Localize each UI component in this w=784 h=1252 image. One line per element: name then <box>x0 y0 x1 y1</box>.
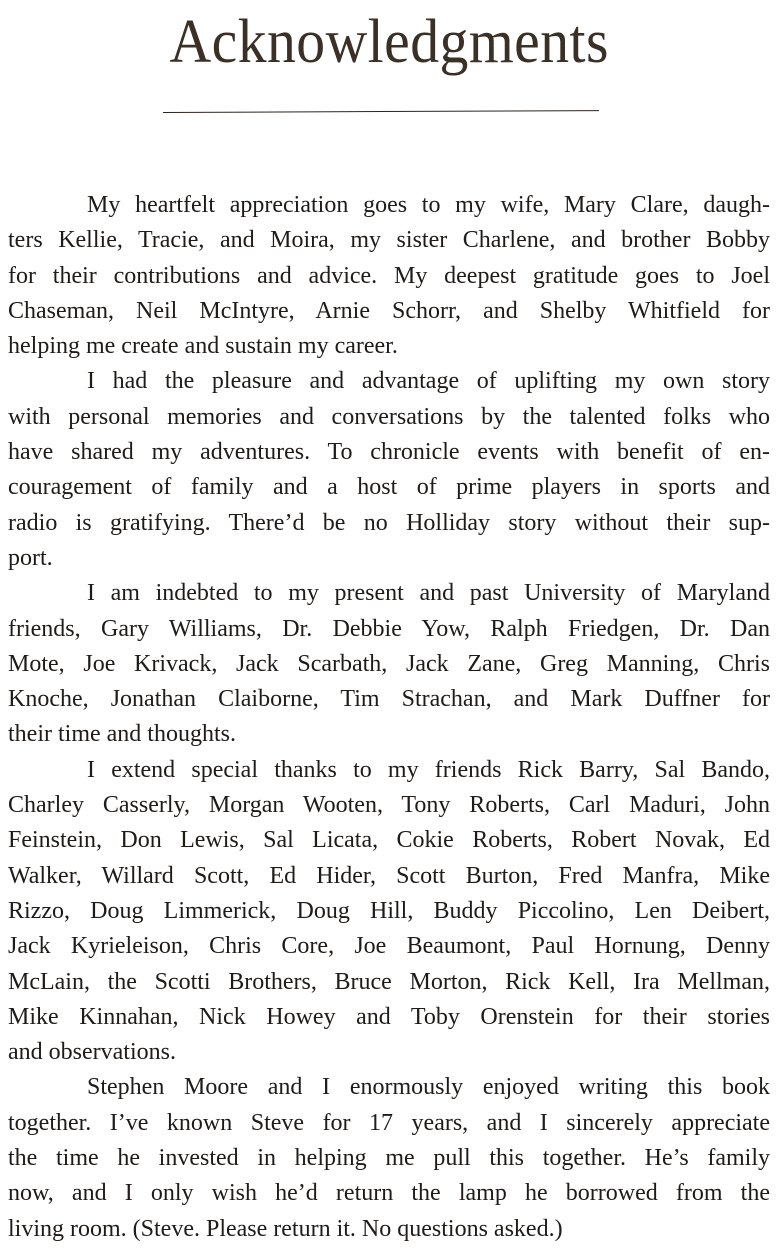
text-line: Walker, Willard Scott, Ed Hider, Scott Burton, Fred Manfra, Mike <box>8 862 770 889</box>
text-line: McLain, the Scotti Brothers, Bruce Morton, Rick Kell, Ira Mellman, <box>8 968 770 995</box>
text-line: radio is gratifying. There’d be no Holliday story without their sup- <box>8 509 770 536</box>
paragraph-family <box>8 188 770 364</box>
text-line: now, and I only wish he’d return the lamp he borrowed from the <box>8 1180 770 1207</box>
text-line: port. <box>8 544 53 571</box>
text-line: the time he invested in helping me pull this together. He’s family <box>8 1145 770 1172</box>
paragraph-memories <box>8 364 770 576</box>
text-line: Stephen Moore and I enormously enjoyed writing this book <box>87 1074 770 1101</box>
text-line: I extend special thanks to my friends Rick Barry, Sal Bando, <box>87 756 770 783</box>
text-line: Knoche, Jonathan Claiborne, Tim Strachan, and Mark Duffner for <box>8 686 770 713</box>
text-line: Mike Kinnahan, Nick Howey and Toby Orenstein for their stories <box>8 1003 770 1030</box>
text-line: My heartfelt appreciation goes to my wife, Mary Clare, daugh- <box>87 192 770 218</box>
text-line: Charley Casserly, Morgan Wooten, Tony Roberts, Carl Maduri, John <box>8 792 770 819</box>
text-line: Chaseman, Neil McIntyre, Arnie Schorr, and Shelby Whitfield for <box>8 297 770 324</box>
text-line: with personal memories and conversations by the talented folks who <box>8 403 770 430</box>
text-line: I had the pleasure and advantage of uplifting my own story <box>87 368 770 395</box>
paragraph-friends <box>8 753 770 1071</box>
page-title-text: Acknowledgments <box>169 8 609 76</box>
title-divider-rule <box>163 110 599 113</box>
text-line: and observations. <box>8 1039 176 1066</box>
text-line: ters Kellie, Tracie, and Moira, my sister Charlene, and brother Bobby <box>8 227 770 254</box>
text-line: living room. (Steve. Please return it. No questions asked.) <box>8 1215 563 1242</box>
text-line: Feinstein, Don Lewis, Sal Licata, Cokie Roberts, Robert Novak, Ed <box>8 827 770 854</box>
text-line: together. I’ve known Steve for 17 years, and I sincerely appreciate <box>8 1109 770 1136</box>
text-line: helping me create and sustain my career. <box>8 333 398 360</box>
paragraph-coauthor <box>8 1070 770 1246</box>
text-line: for their contributions and advice. My deepest gratitude goes to Joel <box>8 262 770 289</box>
text-line: Mote, Joe Krivack, Jack Scarbath, Jack Zane, Greg Manning, Chris <box>8 650 770 677</box>
text-line: I am indebted to my present and past University of Maryland <box>87 580 770 607</box>
text-line: Rizzo, Doug Limmerick, Doug Hill, Buddy Piccolino, Len Deibert, <box>8 897 770 924</box>
text-line: Jack Kyrieleison, Chris Core, Joe Beaumont, Paul Hornung, Denny <box>8 933 770 960</box>
text-line: have shared my adventures. To chronicle events with benefit of en- <box>8 439 770 466</box>
page-title <box>0 2 784 82</box>
text-line: friends, Gary Williams, Dr. Debbie Yow, Ralph Friedgen, Dr. Dan <box>8 615 770 642</box>
acknowledgments-body <box>8 188 770 1247</box>
paragraph-maryland <box>8 576 770 752</box>
text-line: their time and thoughts. <box>8 721 236 748</box>
text-line: couragement of family and a host of prime players in sports and <box>8 474 770 501</box>
